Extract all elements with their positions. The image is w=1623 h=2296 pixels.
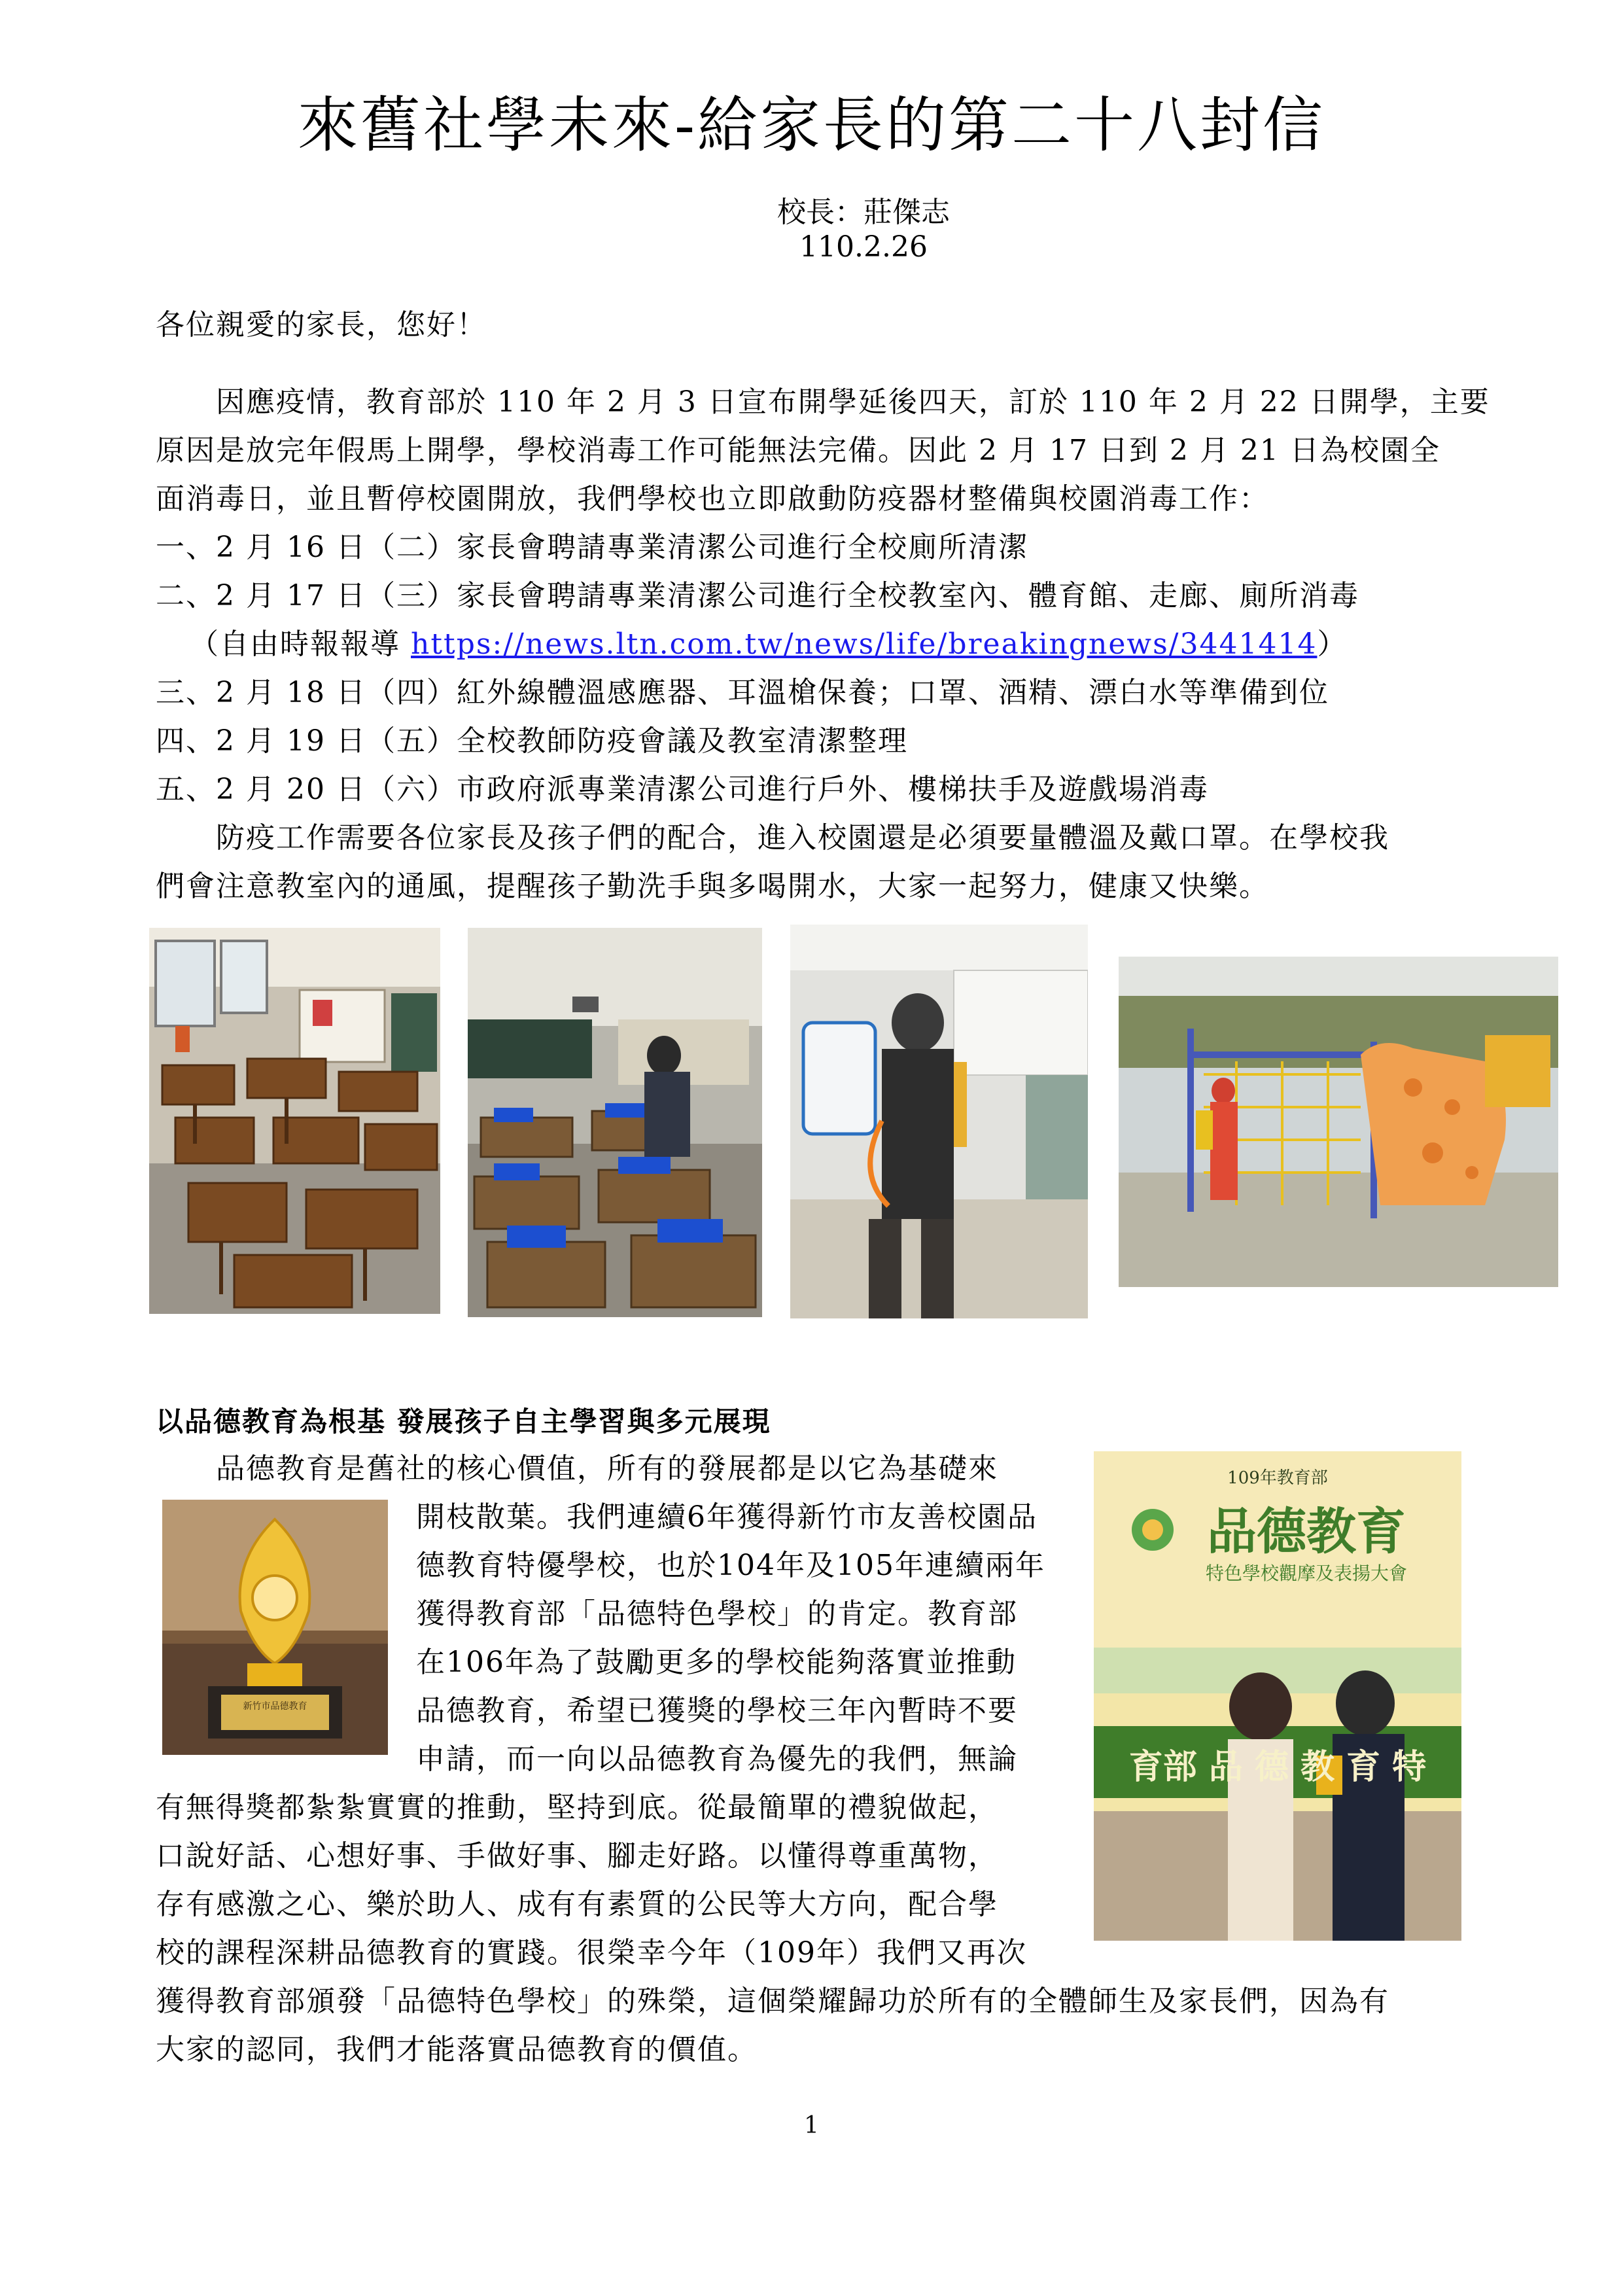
closing-line-2: 們會注意教室內的通風，提醒孩子勤洗手與多喝開水，大家一起努力，健康又快樂。 [156, 870, 1269, 903]
task-item-1: 一、2 月 16 日（二）家長會聘請專業清潔公司進行全校廁所清潔 [156, 531, 1028, 564]
trophy-plaque-text: 新竹市品德教育 [243, 1701, 307, 1712]
news-link[interactable]: https://news.ltn.com.tw/news/life/breakingnews/3441414 [411, 627, 1318, 661]
section-mid-line-4: 校的課程深耕品德教育的實踐。很榮幸今年（109年）我們又再次 [156, 1936, 1027, 1969]
news-reference-prefix: （自由時報報導 [190, 627, 411, 661]
task-item-2: 二、2 月 17 日（三）家長會聘請專業清潔公司進行全校教室內、體育館、走廊、廁所消毒 [156, 579, 1359, 612]
task-item-4: 四、2 月 19 日（五）全校教師防疫會議及教室清潔整理 [156, 724, 908, 758]
letter-date: 110.2.26 [799, 230, 928, 264]
section-wrapped-line-3: 獲得教育部「品德特色學校」的肯定。教育部 [416, 1597, 1018, 1631]
playground-disinfection-photo [1119, 957, 1558, 1287]
trophy-photo [162, 1500, 388, 1755]
section-heading: 以品德教育為根基 發展孩子自主學習與多元展現 [156, 1405, 771, 1438]
section-mid-line-1: 有無得獎都紮紮實實的推動，堅持到底。從最簡單的禮貌做起， [156, 1791, 998, 1824]
intro-line-3: 面消毒日，並且暫停校園開放，我們學校也立即啟動防疫器材整備與校園消毒工作： [156, 482, 1269, 516]
award-ceremony-photo [1094, 1451, 1461, 1941]
task-item-5: 五、2 月 20 日（六）市政府派專業清潔公司進行戶外、樓梯扶手及遊戲場消毒 [156, 773, 1209, 806]
news-reference [190, 620, 1347, 662]
intro-line-1: 因應疫情，教育部於 110 年 2 月 3 日宣布開學延後四天，訂於 110 年 2 月 22 日開學，主要 [156, 385, 1490, 419]
section-mid-line-2: 口說好話、心想好事、手做好事、腳走好路。以懂得尊重萬物， [156, 1839, 998, 1873]
section-wrapped-line-5: 品德教育，希望已獲獎的學校三年內暫時不要 [416, 1694, 1018, 1727]
poster-year-line: 109年教育部 [1227, 1468, 1328, 1488]
page-number: 1 [804, 2112, 819, 2139]
principal-name: 校長：莊傑志 [777, 196, 950, 229]
section-bottom-line-1: 獲得教育部頒發「品德特色學校」的殊榮，這個榮耀歸功於所有的全體師生及家長們，因為有 [156, 1985, 1389, 2018]
disinfection-worker-photo [790, 925, 1088, 1318]
section-bottom-line-2: 大家的認同，我們才能落實品德教育的價值。 [156, 2033, 758, 2066]
closing-line-1: 防疫工作需要各位家長及孩子們的配合，進入校園還是必須要量體溫及戴口罩。在學校我 [156, 821, 1389, 855]
task-item-3: 三、2 月 18 日（四）紅外線體溫感應器、耳溫槍保養；口罩、酒精、漂白水等準備到位 [156, 676, 1329, 709]
poster-banner-text: 育部 品 德 教 育 特 [1128, 1747, 1427, 1787]
section-wrapped-line-1: 開枝散葉。我們連續6年獲得新竹市友善校園品 [416, 1500, 1038, 1534]
section-line-1: 品德教育是舊社的核心價值，所有的發展都是以它為基礎來 [156, 1452, 998, 1485]
section-wrapped-line-4: 在106年為了鼓勵更多的學校能夠落實並推動 [416, 1646, 1017, 1679]
poster-subtitle: 特色學校觀摩及表揚大會 [1205, 1563, 1407, 1584]
poster-title: 品德教育 [1207, 1502, 1406, 1561]
section-wrapped-line-6: 申請，而一向以品德教育為優先的我們，無論 [416, 1742, 1018, 1776]
greeting: 各位親愛的家長，您好！ [156, 308, 487, 342]
section-wrapped-line-2: 德教育特優學校，也於104年及105年連續兩年 [416, 1549, 1045, 1582]
intro-line-2: 原因是放完年假馬上開學，學校消毒工作可能無法完備。因此 2 月 17 日到 2 月 21 日為校園全 [156, 434, 1440, 467]
section-mid-line-3: 存有感激之心、樂於助人、成有有素質的公民等大方向，配合學 [156, 1888, 998, 1921]
news-reference-suffix: ） [1317, 627, 1348, 661]
classroom-chairs-photo [149, 928, 440, 1314]
letter-title: 來舊社學未來-給家長的第二十八封信 [297, 90, 1326, 160]
classroom-baskets-photo [468, 928, 762, 1317]
